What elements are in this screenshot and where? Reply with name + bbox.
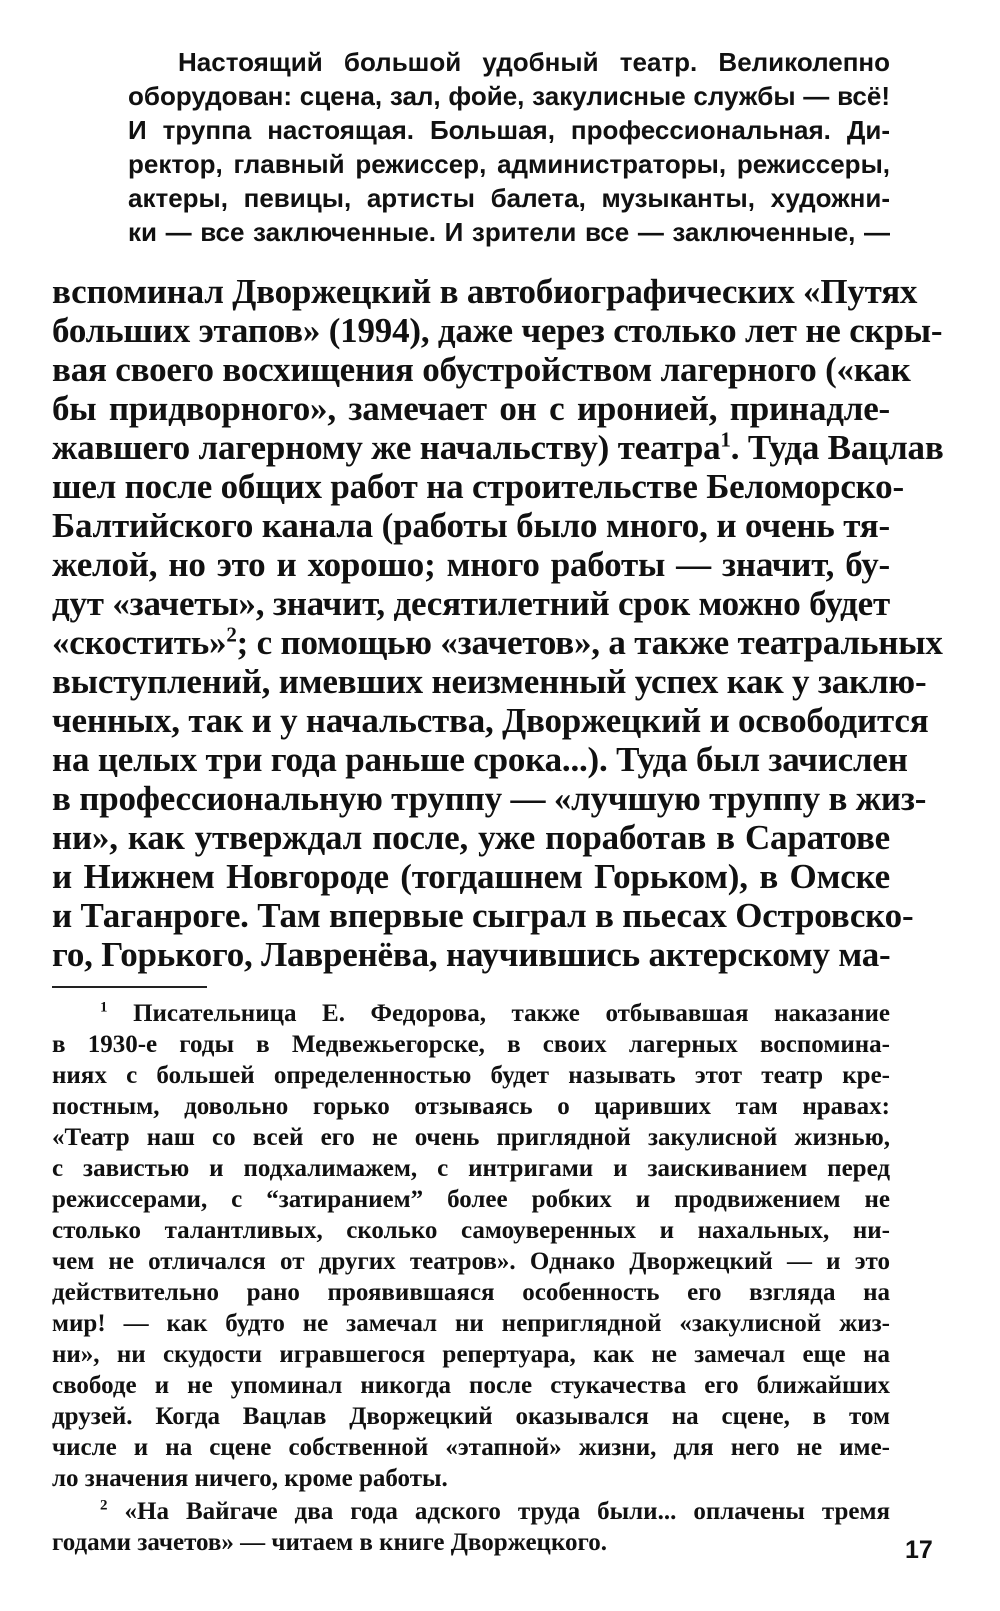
footnote-line: ни», ни скудости игравшегося репертуара, как не замечал еще на (52, 1341, 890, 1368)
quote-line: оборудован: сцена, зал, фойе, закулисные службы — всё! (128, 81, 890, 111)
body-line: вспоминал Дворжецкий в автобиографических «Путях (52, 272, 918, 311)
footnote-line: действительно рано проявившаяся особенность его взгляда на (52, 1279, 890, 1306)
body-line: больших этапов» (1994), даже через столько лет не скры- (52, 311, 943, 350)
footnote-line: чем не отличался от других театров». Однако Дворжецкий — и это (52, 1248, 890, 1275)
body-line: и Нижнем Новгороде (тогдашнем Горьком), в Омске (52, 857, 890, 896)
body-text: . Туда Вацлав (730, 428, 944, 467)
body-line: дут «зачеты», значит, десятилетний срок можно будет (52, 584, 890, 623)
quote-line: Настоящий большой удобный театр. Великолепно (178, 47, 890, 77)
footnote-line: в 1930-е годы в Медвежьегорске, в своих лагерных воспомина- (52, 1031, 890, 1058)
footnote-ref-2[interactable]: 2 (226, 622, 237, 647)
body-line: бы придворного», замечает он с иронией, принадле- (52, 389, 890, 428)
body-line: на целых три года раньше срока...). Туда был зачислен (52, 740, 908, 779)
body-text: жавшего лагерному же начальству) театра (52, 428, 721, 467)
footnote-separator (52, 986, 207, 988)
body-line: шел после общих работ на строительстве Беломорско- (52, 467, 904, 506)
footnote-line: мир! — как будто не замечал ни неприглядной «закулисной жиз- (52, 1310, 890, 1337)
page-number: 17 (905, 1536, 933, 1564)
footnote-marker-2: 2 (100, 1497, 108, 1514)
body-text: «скостить» (52, 623, 227, 662)
footnote-text: Писательница Е. Федорова, также отбывавшая наказание (133, 1000, 890, 1027)
body-line: Балтийского канала (работы было много, и очень тя- (52, 506, 890, 545)
footnote-line: годами зачетов» — читаем в книге Дворжецкого. (52, 1529, 607, 1556)
footnote-text: «На Вайгаче два года адского труда были... оплачены тремя (124, 1498, 890, 1525)
footnote-ref-1[interactable]: 1 (720, 427, 731, 452)
quote-line: ректор, главный режиссер, администраторы, режиссеры, (128, 149, 890, 179)
body-line (52, 622, 943, 663)
footnote-line: «Театр наш со всей его не очень приглядной закулисной жизнью, (52, 1124, 890, 1151)
body-line: ченных, так и у начальства, Дворжецкий и освободится (52, 701, 929, 740)
quote-line: актеры, певицы, артисты балета, музыканты, художни- (128, 183, 890, 213)
footnote-line: с завистью и подхалимажем, с интригами и заискиванием перед (52, 1155, 890, 1182)
body-line (52, 427, 944, 468)
footnote-line: ниях с большей определенностью будет называть этот театр кре- (52, 1062, 890, 1089)
body-line: ни», как утверждал после, уже поработав в Саратове (52, 818, 890, 857)
footnote-line: числе и на сцене собственной «этапной» жизни, для него не име- (52, 1434, 890, 1461)
footnote-line (100, 1000, 890, 1028)
footnote-line: друзей. Когда Вацлав Дворжецкий оказывался на сцене, в том (52, 1403, 890, 1430)
footnote-marker-1: 1 (100, 999, 108, 1016)
body-text: ; с помощью «зачетов», а также театральных (236, 623, 943, 662)
footnote-line: постным, довольно горько отзываясь о царивших там нравах: (52, 1093, 890, 1120)
body-line: вая своего восхищения обустройством лагерного («как (52, 350, 911, 389)
body-line: в профессиональную труппу — «лучшую труппу в жиз- (52, 779, 927, 818)
footnote-line: столько талантливых, сколько самоуверенных и нахальных, ни- (52, 1217, 890, 1244)
footnote-line: свободе и не упоминал никогда после стукачества его ближайших (52, 1372, 890, 1399)
body-line: желой, но это и хорошо; много работы — значит, бу- (52, 545, 890, 584)
quote-line: ки — все заключенные. И зрители все — заключенные, — (128, 217, 890, 247)
footnote-line: ло значения ничего, кроме работы. (52, 1465, 448, 1492)
body-line: выступлений, имевших неизменный успех как у заклю- (52, 662, 927, 701)
quote-line: И труппа настоящая. Большая, профессиональная. Ди- (128, 115, 890, 145)
footnote-line: режиссерами, с “затиранием” более робких и продвижением не (52, 1186, 890, 1213)
footnote-line (100, 1498, 890, 1526)
body-line: и Таганроге. Там впервые сыграл в пьесах Островско- (52, 896, 914, 935)
body-line: го, Горького, Лавренёва, научившись актерскому ма- (52, 935, 891, 974)
